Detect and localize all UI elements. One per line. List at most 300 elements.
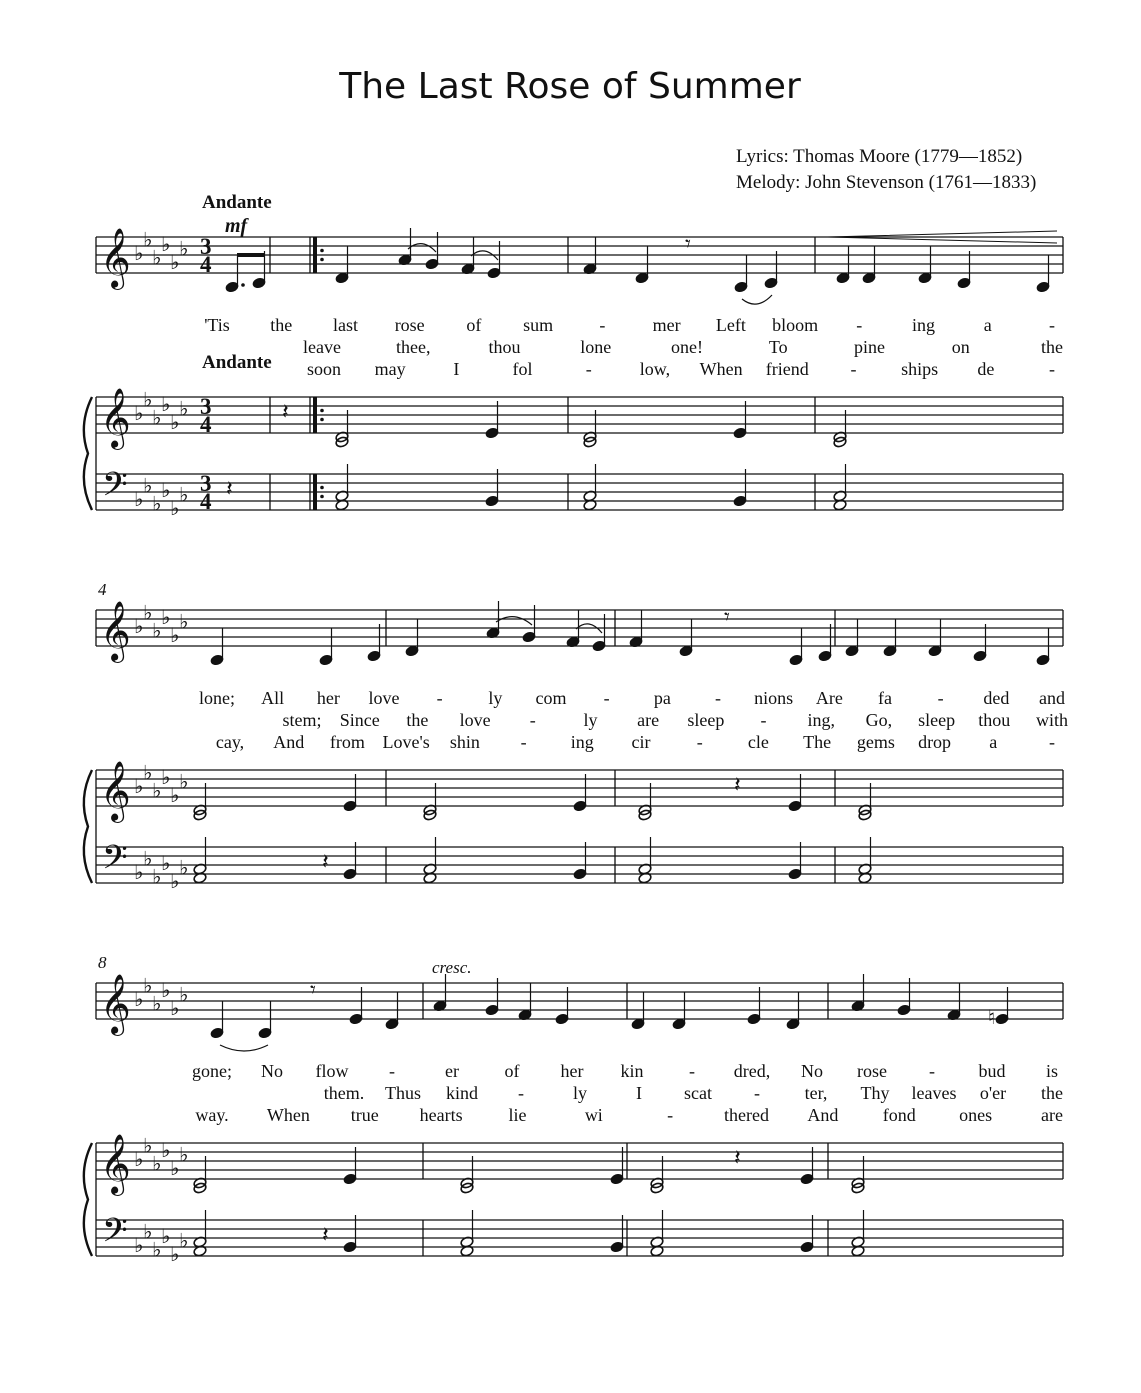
flat-icon: ♭ <box>134 1233 144 1257</box>
lyric-syllable: - <box>667 1105 674 1125</box>
voice-note <box>789 628 803 666</box>
voice-note <box>583 237 597 275</box>
voice-note <box>883 619 897 657</box>
quarter-rest-icon: 𝄽 <box>282 400 289 425</box>
lyric-syllable: dred, <box>733 1061 771 1081</box>
eighth-rest-icon: 𝄾 <box>310 978 316 1003</box>
voice-note <box>319 628 333 666</box>
voice-note <box>1036 628 1050 666</box>
lyric-syllable: Thus <box>385 1083 421 1103</box>
lyric-syllable: - <box>585 359 592 379</box>
lyric-syllable: - <box>937 688 944 708</box>
lyric-syllable: a <box>989 732 998 752</box>
voice-note <box>734 255 748 293</box>
treble-clef-icon: 𝄞 <box>100 601 131 661</box>
voice-note <box>897 978 911 1016</box>
lyric-syllable: thou <box>978 710 1011 730</box>
repeat-dot <box>320 258 324 262</box>
flat-icon: ♭ <box>143 1133 153 1158</box>
flat-icon: ♭ <box>134 241 144 265</box>
flat-icon: ♭ <box>152 405 162 430</box>
voice-note <box>592 614 606 652</box>
lyric-syllable: shin <box>449 732 480 752</box>
voice-note <box>518 983 532 1021</box>
flat-icon: ♭ <box>152 1237 162 1262</box>
lyric-syllable: - <box>689 1061 695 1081</box>
piano-bass-staff <box>96 1220 1063 1256</box>
lyric-syllable: - <box>1049 732 1055 752</box>
lyric-syllable: scat <box>684 1083 712 1103</box>
flat-icon: ♭ <box>134 614 144 638</box>
flat-icon: ♭ <box>143 846 153 871</box>
flat-icon: ♭ <box>152 245 162 270</box>
flat-icon: ♭ <box>170 410 180 434</box>
voice-note <box>485 978 499 1016</box>
voice-note <box>555 987 569 1025</box>
lyric-syllable: Love's <box>382 732 430 752</box>
voice-note <box>258 1001 272 1039</box>
lyric-syllable: rose <box>394 315 425 335</box>
piano-chord-note <box>343 774 357 812</box>
lyrics-credit: Lyrics: Thomas Moore (1779—1852) <box>736 146 1023 167</box>
lyric-syllable: When <box>699 359 743 379</box>
flat-icon: ♭ <box>161 851 171 875</box>
time-signature-bottom: 4 <box>200 252 212 277</box>
lyric-syllable: lone <box>580 337 612 357</box>
voice-note <box>210 1001 224 1039</box>
lyric-syllable: drop <box>918 732 952 752</box>
voice-note <box>405 619 419 657</box>
lyric-syllable: bud <box>978 1061 1006 1081</box>
lyric-syllable: of <box>504 1061 520 1081</box>
lyric-syllable: No <box>801 1061 823 1081</box>
lyric-syllable: fond <box>882 1105 916 1125</box>
time-signature-top: 3 <box>200 234 212 259</box>
piano-chord-note <box>573 774 587 812</box>
flat-icon: ♭ <box>152 618 162 643</box>
flat-icon: ♭ <box>170 623 180 647</box>
voice-note <box>486 601 500 639</box>
lyric-syllable: one! <box>671 337 703 357</box>
lyric-syllable: a <box>983 315 992 335</box>
lyric-syllable: - <box>520 732 527 752</box>
flat-icon: ♭ <box>179 1228 189 1253</box>
lyric-syllable: gone; <box>192 1061 232 1081</box>
flat-icon: ♭ <box>179 482 189 507</box>
lyric-syllable: - <box>599 315 606 335</box>
lyric-syllable: lie <box>508 1105 527 1125</box>
lyric-syllable: ly <box>583 710 598 730</box>
lyric-syllable: hearts <box>419 1105 463 1125</box>
voice-staff <box>96 983 1063 1019</box>
lyric-syllable: - <box>760 710 767 730</box>
lyric-syllable: last <box>332 315 358 335</box>
voice-note <box>631 992 645 1030</box>
flat-icon: ♭ <box>152 778 162 803</box>
lyric-syllable: leave <box>303 337 341 357</box>
lyric-syllable: and <box>1039 688 1065 708</box>
flat-icon: ♭ <box>134 1147 144 1171</box>
bass-chord-note <box>610 1215 624 1253</box>
lyric-syllable: her <box>316 688 340 708</box>
voice-note <box>487 241 501 279</box>
natural-icon: ♮ <box>988 1005 996 1029</box>
lyric-syllable: way. <box>195 1105 229 1125</box>
lyric-syllable: And <box>807 1105 839 1125</box>
flat-icon: ♭ <box>170 1156 180 1180</box>
lyric-syllable: ly <box>572 1083 588 1103</box>
dynamic-marking: mf <box>225 215 248 237</box>
lyric-syllable: sleep <box>918 710 956 730</box>
voice-note <box>461 237 475 275</box>
slur <box>220 1045 268 1051</box>
time-signature-top: 3 <box>200 394 212 419</box>
voice-note <box>1036 255 1050 293</box>
voice-note <box>947 983 961 1021</box>
piano-chord-note <box>343 1147 357 1185</box>
quarter-rest-icon: 𝄽 <box>226 477 233 502</box>
flat-icon: ♭ <box>143 600 153 625</box>
flat-icon: ♭ <box>161 765 171 789</box>
voice-note <box>225 255 245 293</box>
lyric-syllable: ships <box>901 359 939 379</box>
lyric-syllable: ly <box>488 688 503 708</box>
repeat-dot <box>320 486 324 490</box>
lyric-syllable: Since <box>339 710 380 730</box>
lyric-syllable: - <box>715 688 721 708</box>
lyric-syllable: - <box>929 1061 935 1081</box>
flat-icon: ♭ <box>152 491 162 516</box>
lyric-syllable: kind <box>445 1083 479 1103</box>
lyric-syllable: ter, <box>804 1083 828 1103</box>
repeat-dot <box>320 418 324 422</box>
piano-treble-staff <box>96 770 1063 806</box>
lyric-syllable: on <box>951 337 970 357</box>
flat-icon: ♭ <box>143 227 153 252</box>
flat-icon: ♭ <box>161 605 171 629</box>
lyric-syllable: ing <box>912 315 936 335</box>
lyric-syllable: No <box>261 1061 283 1081</box>
lyric-syllable: the <box>406 710 429 730</box>
piano-chord-note <box>788 774 802 812</box>
bass-chord-note <box>343 1215 357 1253</box>
flat-icon: ♭ <box>134 987 144 1011</box>
flat-icon: ♭ <box>152 991 162 1016</box>
piano-chord-note <box>638 783 652 821</box>
lyric-syllable: thered <box>724 1105 770 1125</box>
lyric-syllable: lone; <box>199 688 235 708</box>
piano-chord-note <box>423 783 437 821</box>
lyric-syllable: cay, <box>215 732 245 752</box>
bass-chord-note <box>485 469 499 507</box>
piano-chord-note <box>650 1156 664 1194</box>
flat-icon: ♭ <box>161 978 171 1002</box>
lyric-syllable: her <box>560 1061 584 1081</box>
voice-note <box>928 619 942 657</box>
lyric-syllable: - <box>389 1061 395 1081</box>
voice-note <box>210 628 224 666</box>
voice-note <box>747 987 761 1025</box>
lyric-syllable: love <box>368 688 400 708</box>
lyric-syllable: ing, <box>807 710 835 730</box>
quarter-rest-icon: 𝄽 <box>734 773 741 798</box>
voice-note <box>764 251 778 289</box>
voice-note <box>522 605 536 643</box>
voice-note <box>385 992 399 1030</box>
piano-chord-note <box>485 401 499 439</box>
measure-number-4: 4 <box>98 580 107 599</box>
lyric-syllable: with <box>1035 710 1069 730</box>
lyric-syllable: sum <box>523 315 554 335</box>
lyric-syllable: is <box>1045 1061 1059 1081</box>
voice-note <box>973 624 987 662</box>
lyric-syllable: To <box>768 337 788 357</box>
lyric-syllable: fol <box>512 359 533 379</box>
page-title: The Last Rose of Summer <box>339 66 801 107</box>
voice-note <box>433 974 447 1012</box>
piano-bass-staff <box>96 474 1063 510</box>
lyric-syllable: fa <box>878 688 892 708</box>
voice-note <box>818 624 832 662</box>
flat-icon: ♭ <box>179 236 189 261</box>
flat-icon: ♭ <box>134 774 144 798</box>
voice-note <box>672 992 686 1030</box>
lyric-syllable: mer <box>652 315 681 335</box>
piano-chord-note <box>858 783 872 821</box>
flat-icon: ♭ <box>170 996 180 1020</box>
voice-note <box>629 610 643 648</box>
flat-icon: ♭ <box>170 496 180 520</box>
voice-note <box>786 992 800 1030</box>
flat-icon: ♭ <box>143 760 153 785</box>
bass-chord-note <box>343 842 357 880</box>
lyric-syllable: 'Tis <box>204 315 230 335</box>
piano-chord-note <box>851 1156 865 1194</box>
voice-note <box>349 987 363 1025</box>
lyric-syllable: wi <box>584 1105 603 1125</box>
lyric-syllable: o'er <box>979 1083 1007 1103</box>
lyric-syllable: pa <box>653 688 671 708</box>
lyric-syllable: leaves <box>911 1083 957 1103</box>
voice-note <box>851 974 865 1012</box>
lyric-syllable: I <box>453 359 460 379</box>
lyric-syllable: - <box>518 1083 524 1103</box>
grand-staff-brace <box>84 397 92 510</box>
repeat-dot <box>320 249 324 253</box>
lyric-syllable: soon <box>306 359 342 379</box>
treble-clef-icon: 𝄞 <box>100 974 131 1034</box>
treble-clef-icon: 𝄞 <box>100 388 131 448</box>
flat-icon: ♭ <box>179 855 189 880</box>
flat-icon: ♭ <box>143 1219 153 1244</box>
melody-credit: Melody: John Stevenson (1761—1833) <box>736 172 1037 193</box>
slur <box>742 295 772 304</box>
lyric-syllable: pine <box>854 337 885 357</box>
bass-clef-icon: 𝄢 <box>102 839 128 885</box>
flat-icon: ♭ <box>170 250 180 274</box>
flat-icon: ♭ <box>170 869 180 893</box>
lyric-syllable: kin <box>620 1061 644 1081</box>
lyric-syllable: rose <box>857 1061 887 1081</box>
flat-icon: ♭ <box>134 860 144 884</box>
flat-icon: ♭ <box>161 232 171 256</box>
voice-note <box>335 246 349 284</box>
flat-icon: ♭ <box>179 982 189 1007</box>
flat-icon: ♭ <box>143 387 153 412</box>
lyric-syllable: are <box>1041 1105 1063 1125</box>
lyric-syllable: I <box>636 1083 642 1103</box>
time-signature-bottom: 4 <box>200 412 212 437</box>
piano-chord-note <box>335 410 349 448</box>
lyric-syllable: stem; <box>282 710 322 730</box>
voice-note <box>836 246 850 284</box>
repeat-dot <box>320 495 324 499</box>
lyric-syllable: - <box>850 359 857 379</box>
lyric-syllable: flow <box>315 1061 349 1081</box>
lyric-syllable: love <box>459 710 491 730</box>
voice-note <box>995 987 1009 1025</box>
flat-icon: ♭ <box>179 396 189 421</box>
treble-clef-icon: 𝄞 <box>100 1134 131 1194</box>
grand-staff-brace <box>84 1143 92 1256</box>
lyric-syllable: - <box>754 1083 760 1103</box>
slur <box>496 617 532 625</box>
lyric-syllable: Thy <box>860 1083 890 1103</box>
grand-staff-brace <box>84 770 92 883</box>
lyric-syllable: the <box>270 315 293 335</box>
lyric-syllable: ing <box>570 732 594 752</box>
quarter-rest-icon: 𝄽 <box>734 1146 741 1171</box>
flat-icon: ♭ <box>170 1242 180 1266</box>
eighth-rest-icon: 𝄾 <box>685 232 691 257</box>
flat-icon: ♭ <box>143 973 153 998</box>
piano-chord-note <box>583 410 597 448</box>
voice-staff <box>96 610 1063 646</box>
flat-icon: ♭ <box>152 864 162 889</box>
lyric-syllable: The <box>803 732 832 752</box>
lyric-syllable: Left <box>715 315 746 335</box>
voice-note <box>679 619 693 657</box>
bass-chord-note <box>800 1215 814 1253</box>
flat-icon: ♭ <box>179 609 189 634</box>
voice-note <box>862 246 876 284</box>
flat-icon: ♭ <box>143 473 153 498</box>
voice-note <box>635 246 649 284</box>
lyric-syllable: may <box>374 359 406 379</box>
voice-note <box>367 624 381 662</box>
lyric-syllable: - <box>436 688 443 708</box>
tempo-marking-piano: Andante <box>202 352 272 373</box>
bass-chord-note <box>733 469 747 507</box>
lyric-syllable: gems <box>856 732 895 752</box>
lyric-syllable: nions <box>754 688 794 708</box>
voice-note <box>425 232 439 270</box>
lyric-syllable: thou <box>488 337 521 357</box>
piano-treble-staff <box>96 1143 1063 1179</box>
lyric-syllable: All <box>261 688 285 708</box>
piano-chord-note <box>833 410 847 448</box>
lyric-syllable: And <box>273 732 305 752</box>
lyric-syllable: cir <box>631 732 651 752</box>
flat-icon: ♭ <box>161 1224 171 1248</box>
lyric-syllable: low, <box>639 359 671 379</box>
lyric-syllable: Are <box>815 688 843 708</box>
tempo-marking-voice: Andante <box>202 192 272 213</box>
piano-chord-note <box>193 1156 207 1194</box>
lyric-syllable: from <box>329 732 365 752</box>
piano-treble-staff <box>96 397 1063 433</box>
lyric-syllable: de <box>977 359 995 379</box>
bass-clef-icon: 𝄢 <box>102 466 128 512</box>
treble-clef-icon: 𝄞 <box>100 761 131 821</box>
quarter-rest-icon: 𝄽 <box>322 1223 329 1248</box>
quarter-rest-icon: 𝄽 <box>322 850 329 875</box>
lyric-syllable: the <box>1041 337 1063 357</box>
lyric-syllable: - <box>856 315 863 335</box>
time-signature-bottom: 4 <box>200 489 212 514</box>
lyric-syllable: sleep <box>687 710 725 730</box>
flat-icon: ♭ <box>161 392 171 416</box>
repeat-dot <box>320 409 324 413</box>
lyric-syllable: cle <box>747 732 769 752</box>
dot <box>241 283 245 287</box>
time-signature-top: 3 <box>200 471 212 496</box>
lyric-syllable: - <box>1049 315 1055 335</box>
lyric-syllable: - <box>603 688 610 708</box>
bass-chord-note <box>573 842 587 880</box>
piano-chord-note <box>610 1147 624 1185</box>
lyric-syllable: er <box>445 1061 459 1081</box>
lyric-syllable: Go, <box>865 710 893 730</box>
lyric-syllable: ones <box>959 1105 993 1125</box>
voice-note <box>845 619 859 657</box>
lyric-syllable: thee, <box>396 337 431 357</box>
voice-note <box>918 246 932 284</box>
piano-chord-note <box>733 401 747 439</box>
lyric-syllable: ded <box>983 688 1010 708</box>
measure-number-8: 8 <box>98 953 107 972</box>
eighth-rest-icon: 𝄾 <box>724 605 730 630</box>
lyric-syllable: When <box>266 1105 310 1125</box>
lyric-syllable: them. <box>323 1083 365 1103</box>
bass-clef-icon: 𝄢 <box>102 1212 128 1258</box>
flat-icon: ♭ <box>170 783 180 807</box>
flat-icon: ♭ <box>179 1142 189 1167</box>
flat-icon: ♭ <box>161 1138 171 1162</box>
lyric-syllable: friend <box>765 359 809 379</box>
bass-chord-note <box>788 842 802 880</box>
lyric-syllable: - <box>1049 359 1055 379</box>
expression-marking: cresc. <box>432 958 472 977</box>
piano-chord-note <box>460 1156 474 1194</box>
flat-icon: ♭ <box>134 401 144 425</box>
piano-chord-note <box>193 783 207 821</box>
voice-note <box>566 610 580 648</box>
treble-clef-icon: 𝄞 <box>100 228 131 288</box>
lyric-syllable: the <box>1041 1083 1063 1103</box>
lyric-syllable: bloom <box>772 315 819 335</box>
piano-chord-note <box>800 1147 814 1185</box>
lyric-syllable: - <box>696 732 703 752</box>
lyric-syllable: true <box>350 1105 379 1125</box>
lyric-syllable: com <box>535 688 567 708</box>
lyric-syllable: are <box>637 710 660 730</box>
slur <box>408 244 436 252</box>
flat-icon: ♭ <box>179 769 189 794</box>
lyric-syllable: of <box>466 315 482 335</box>
voice-note <box>957 251 971 289</box>
flat-icon: ♭ <box>152 1151 162 1176</box>
